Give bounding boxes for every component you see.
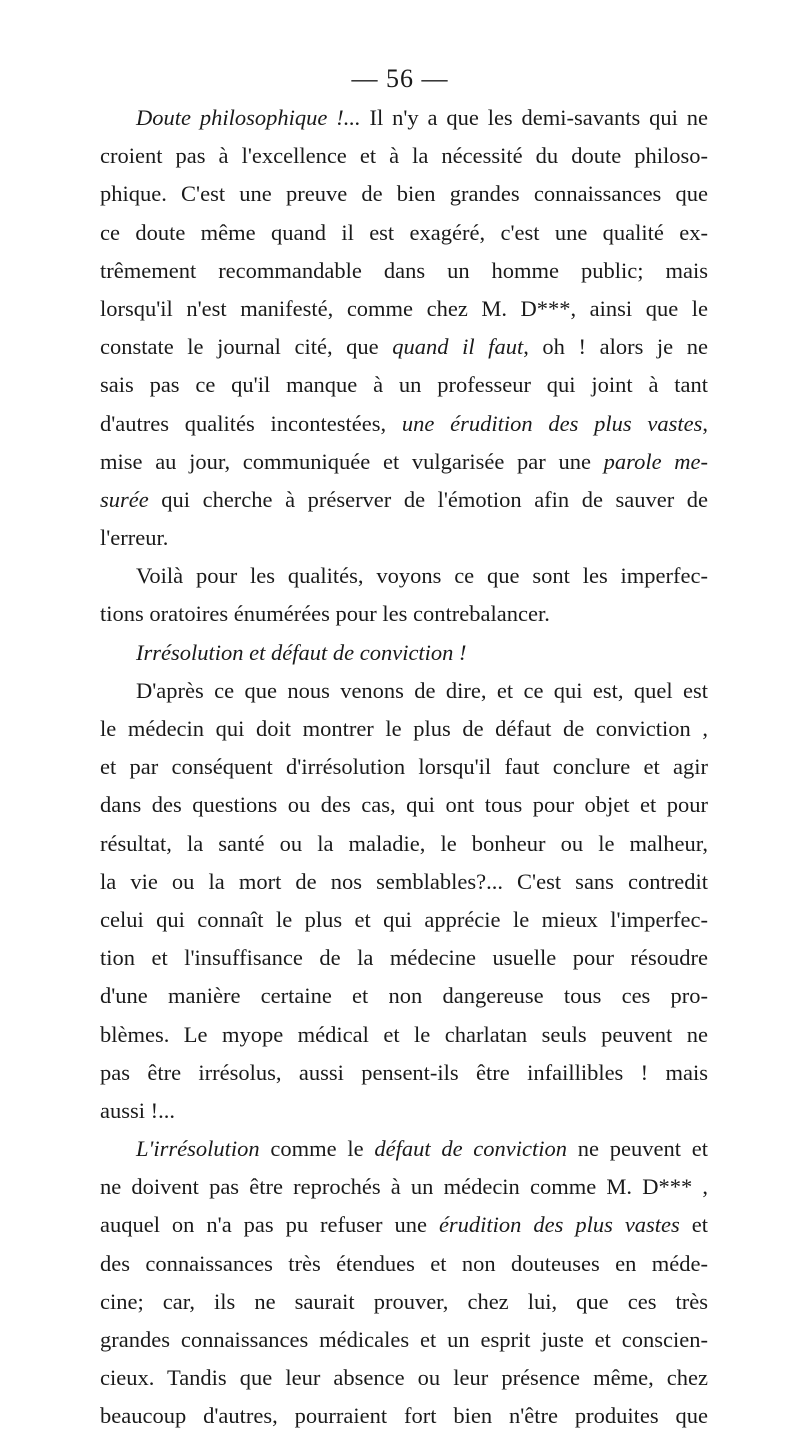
text-line	[100, 1092, 708, 1130]
text-segment: constate le journal cité, que	[100, 334, 393, 360]
body-text	[100, 99, 708, 1436]
text-line	[100, 939, 708, 977]
text-segment: des connaissances très étendues et non douteuses en méde-	[100, 1250, 708, 1276]
text-segment: ,	[702, 410, 708, 436]
text-line	[100, 519, 708, 557]
text-segment: trêmement recommandable dans un homme public; mais	[100, 257, 708, 283]
text-line	[100, 1245, 708, 1283]
text-line	[100, 252, 708, 290]
text-line	[100, 290, 708, 328]
text-line	[100, 786, 708, 824]
text-segment: aussi !...	[100, 1097, 175, 1123]
text-segment: dans des questions ou des cas, qui ont tous pour objet et pour	[100, 792, 708, 818]
text-segment: ce doute même quand il est exagéré, c'est une qualité ex-	[100, 219, 708, 245]
italic-text: parole me-	[603, 448, 709, 474]
text-line	[100, 1168, 708, 1206]
text-line	[100, 901, 708, 939]
italic-text: Doute philosophique !...	[136, 105, 361, 130]
italic-text: une érudition des plus vastes	[401, 410, 703, 436]
text-segment: d'une manière certaine et non dangereuse tous ces pro-	[100, 983, 708, 1009]
text-segment: d'autres qualités incontestées,	[100, 410, 402, 436]
text-segment: et par conséquent d'irrésolution lorsqu'il faut conclure et agir	[100, 754, 708, 780]
text-segment: ne doivent pas être reprochés à un médecin comme M. D*** ,	[100, 1174, 708, 1200]
text-line	[100, 748, 708, 786]
italic-text: défaut de conviction	[374, 1136, 568, 1162]
text-segment: le médecin qui doit montrer le plus de défaut de conviction ,	[100, 716, 708, 741]
text-line	[100, 99, 708, 137]
text-segment: Il n'y a que les demi-savants qui ne	[360, 105, 708, 130]
text-segment: tion et l'insuffisance de la médecine usuelle pour résoudre	[100, 945, 708, 971]
text-segment: , oh ! alors je ne	[523, 334, 708, 360]
text-segment: l'erreur.	[100, 525, 169, 551]
text-segment: auquel on n'a pas pu refuser une	[100, 1212, 439, 1238]
text-line	[100, 672, 708, 710]
italic-text: L'irrésolution	[136, 1136, 260, 1162]
italic-text: quand il faut	[392, 334, 524, 360]
text-line	[100, 137, 708, 175]
text-line	[100, 1321, 708, 1359]
text-segment: beaucoup d'autres, pourraient fort bien n'être produites que	[100, 1403, 708, 1429]
text-line	[100, 634, 708, 672]
text-segment: celui qui connaît le plus et qui apprécie le mieux l'imperfec-	[100, 906, 708, 932]
text-segment: comme le	[259, 1136, 375, 1162]
text-segment: lorsqu'il n'est manifesté, comme chez M. D***, ainsi que le	[100, 295, 708, 321]
text-segment: croient pas à l'excellence et à la nécessité du doute philoso-	[100, 143, 708, 169]
text-line	[100, 481, 708, 519]
text-segment: qui cherche à préserver de l'émotion afin de sauver de	[148, 486, 708, 512]
text-line	[100, 1397, 708, 1435]
text-line	[100, 1283, 708, 1321]
italic-text: érudition des plus vastes	[438, 1212, 680, 1238]
text-line	[100, 977, 708, 1015]
text-line	[100, 1054, 708, 1092]
text-segment: tions oratoires énumérées pour les contrebalancer.	[100, 601, 550, 627]
text-line	[100, 1130, 708, 1168]
text-line	[100, 595, 708, 633]
text-line	[100, 557, 708, 595]
italic-text: Irrésolution et défaut de conviction !	[136, 639, 467, 665]
text-segment: ne peuvent et	[567, 1136, 708, 1162]
text-segment: la vie ou la mort de nos semblables?... C'est sans contredit	[100, 868, 708, 894]
text-segment: grandes connaissances médicales et un esprit juste et conscien-	[100, 1327, 708, 1352]
text-segment: résultat, la santé ou la maladie, le bonheur ou le malheur,	[100, 830, 708, 856]
italic-text: surée	[100, 486, 149, 512]
text-segment: pas être irrésolus, aussi pensent-ils être infaillibles ! mais	[100, 1059, 708, 1085]
text-line	[100, 366, 708, 404]
text-segment: Voilà pour les qualités, voyons ce que sont les imperfec-	[136, 563, 708, 589]
text-line	[100, 214, 708, 252]
text-line	[100, 1016, 708, 1054]
text-line	[100, 710, 708, 748]
page-number: — 56 —	[351, 64, 449, 93]
text-line	[100, 175, 708, 213]
text-segment: phique. C'est une preuve de bien grandes connaissances que	[100, 181, 708, 207]
text-segment: sais pas ce qu'il manque à un professeur qui joint à tant	[100, 372, 708, 398]
text-segment: mise au jour, communiquée et vulgarisée par une	[100, 448, 604, 474]
text-segment: cieux. Tandis que leur absence ou leur présence même, chez	[100, 1365, 708, 1391]
text-line	[100, 405, 708, 443]
text-segment: D'après ce que nous venons de dire, et ce qui est, quel est	[136, 677, 708, 703]
text-line	[100, 1206, 708, 1244]
text-line	[100, 1359, 708, 1397]
text-line	[100, 825, 708, 863]
text-segment: et	[679, 1212, 709, 1238]
text-line	[100, 443, 708, 481]
text-segment: blèmes. Le myope médical et le charlatan seuls peuvent ne	[100, 1021, 708, 1047]
text-line	[100, 328, 708, 366]
text-segment: cine; car, ils ne saurait prouver, chez lui, que ces très	[100, 1288, 708, 1314]
text-line	[100, 863, 708, 901]
